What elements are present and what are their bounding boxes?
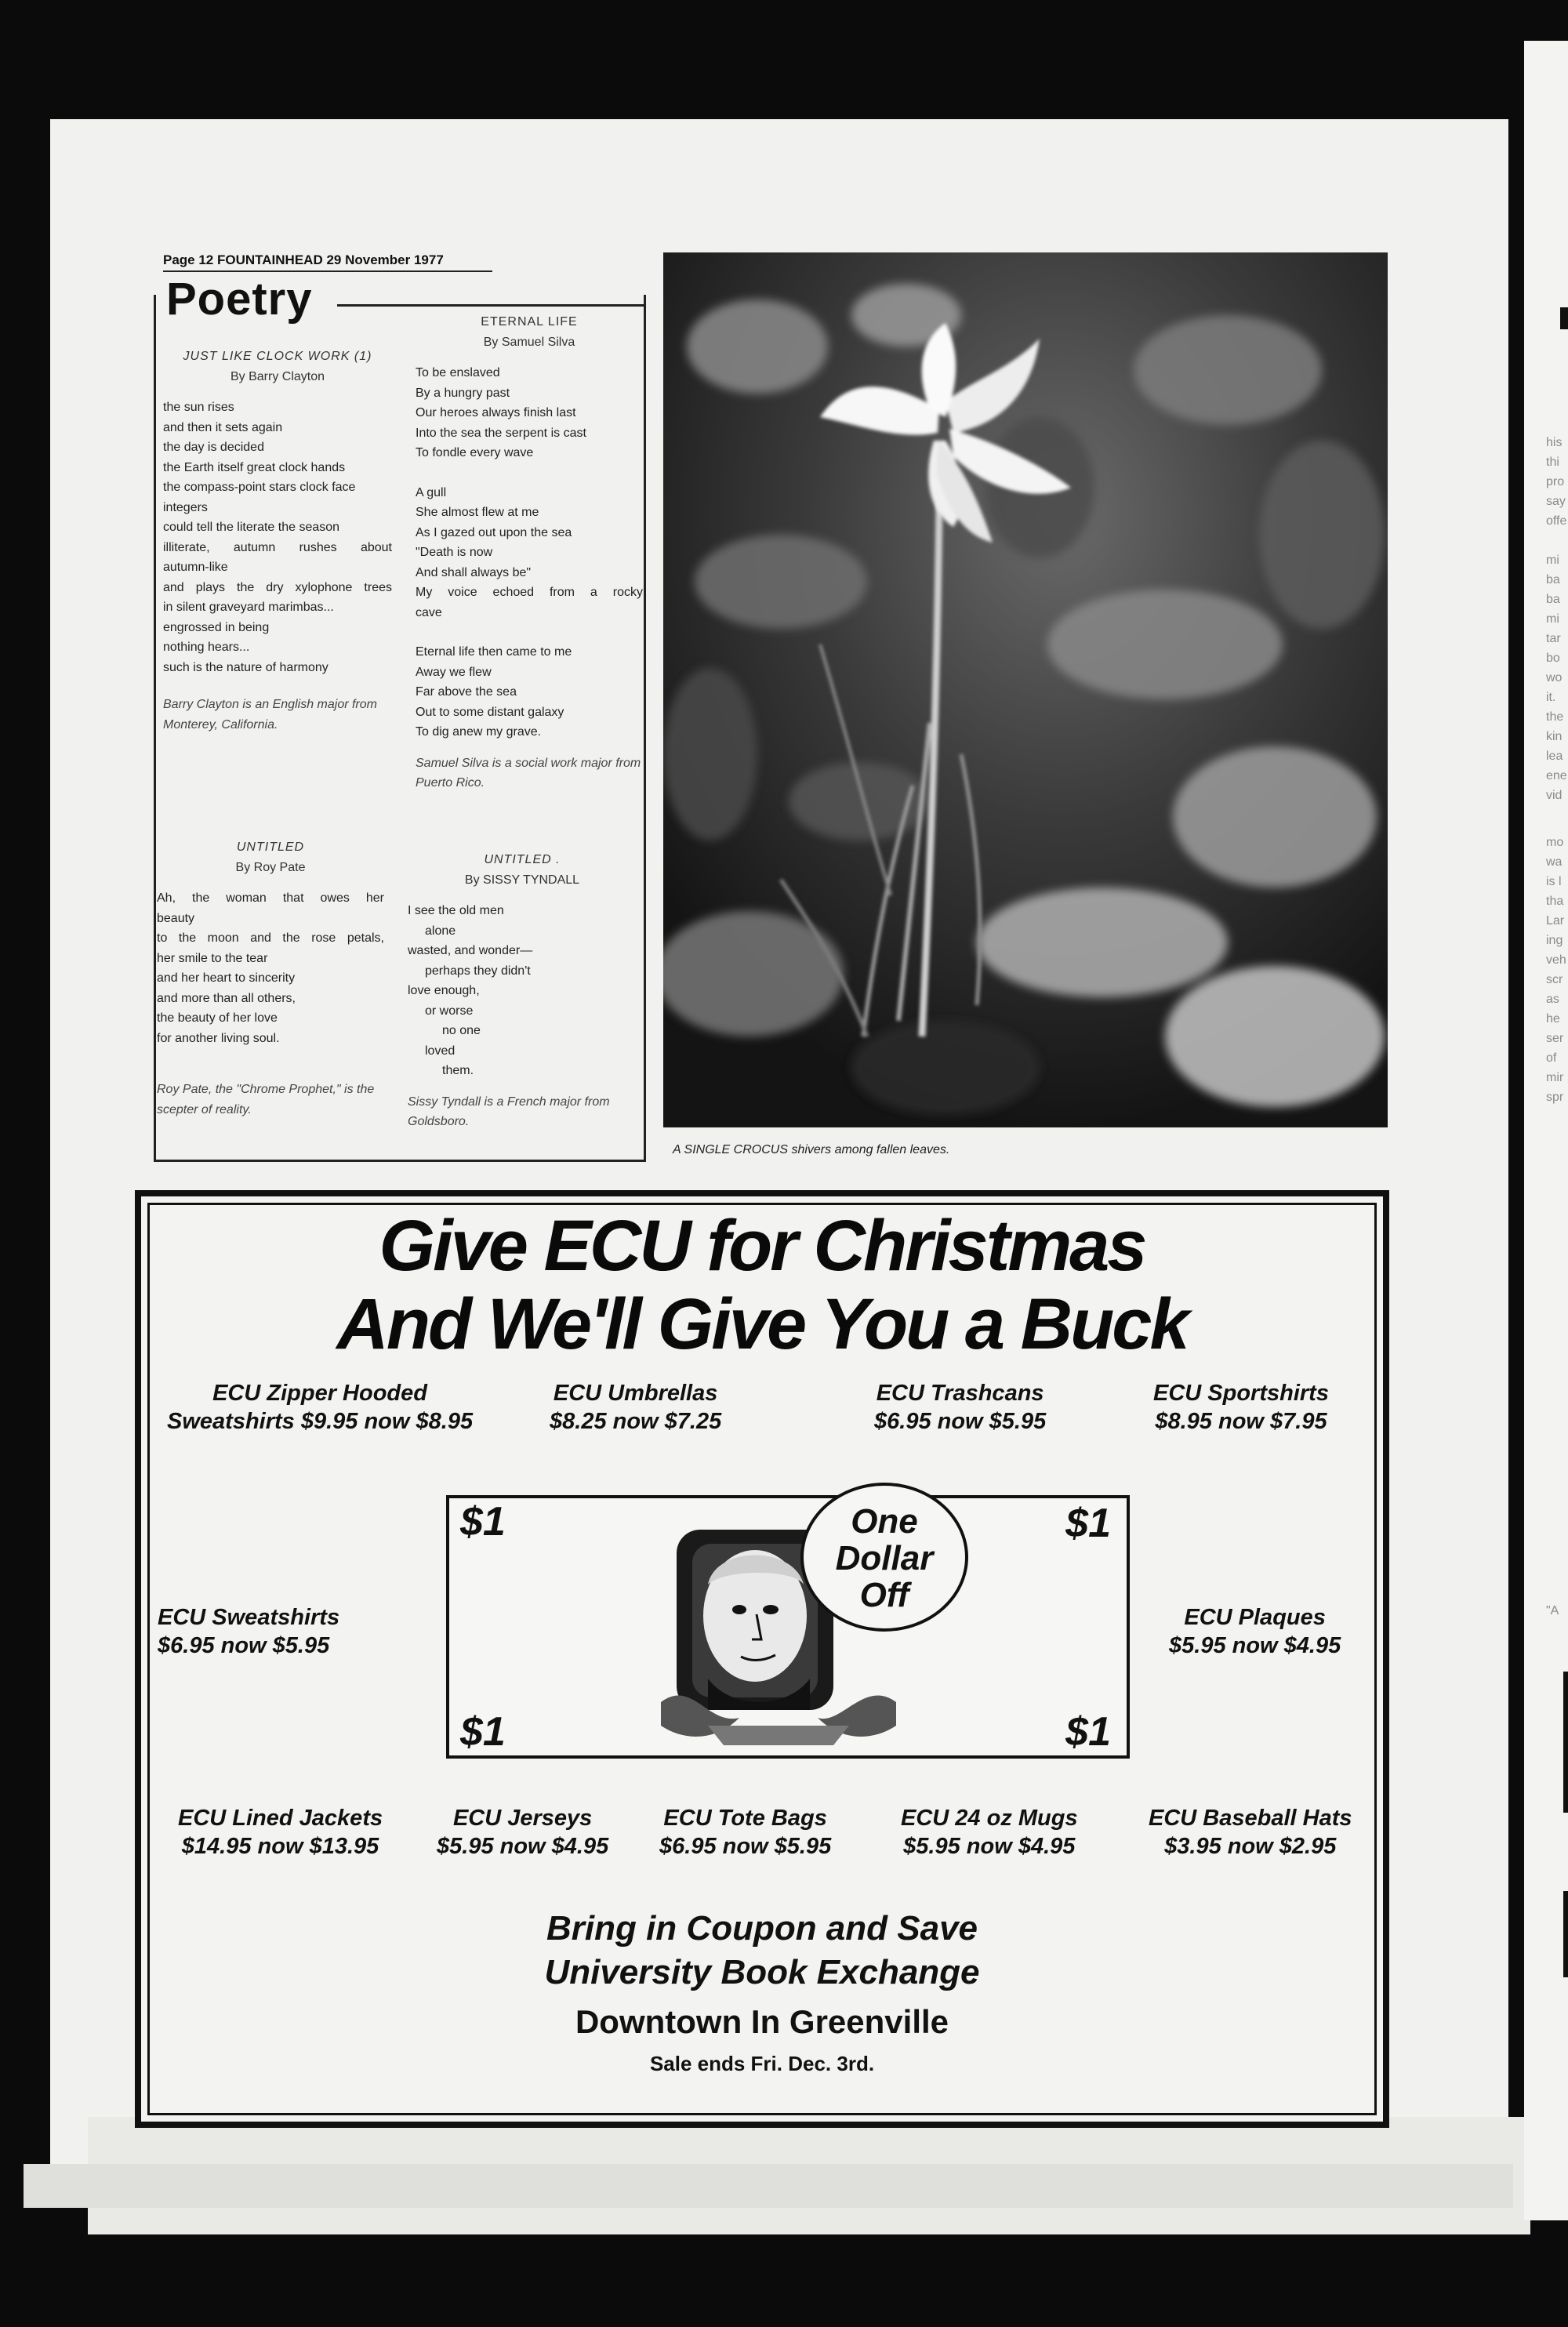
adjacent-page-word: Lar (1546, 914, 1565, 928)
poem-bio: Barry Clayton is an English major from Monterey, California. (163, 698, 377, 731)
ad-item-name: ECU Tote Bags (663, 1806, 827, 1831)
poem-line: perhaps they didn't (425, 964, 531, 978)
paper-name: FOUNTAINHEAD (217, 252, 323, 267)
poem-line: alone (425, 924, 456, 938)
poem-line: such is the nature of harmony (163, 660, 328, 674)
poem-lines (408, 901, 637, 1081)
adjacent-page-word: is l (1546, 875, 1562, 888)
ad-item-price: $6.95 now $5.95 (158, 1633, 330, 1658)
poem-line: and plays the dry xylophone trees (163, 580, 392, 594)
adjacent-page-word: tha (1546, 895, 1564, 908)
poem-line: loved (425, 1044, 456, 1058)
poem-line: And shall always be" (416, 565, 532, 579)
adjacent-page-word: say (1546, 495, 1566, 508)
poem-line: "Death is now (416, 546, 493, 559)
ad-item (1153, 1379, 1329, 1436)
poem-line: Eternal life then came to me (416, 645, 572, 659)
poem-stanza (416, 483, 643, 623)
poem-line: She almost flew at me (416, 506, 539, 519)
bill-denomination: $1 (1065, 1709, 1111, 1755)
adjacent-page-rule (1563, 1891, 1568, 1977)
ad-item-price: $3.95 now $2.95 (1164, 1834, 1337, 1859)
ad-item (178, 1804, 383, 1861)
adjacent-page-word: thi (1546, 456, 1559, 469)
ad-item (167, 1379, 473, 1436)
adjacent-page-word: "A (1546, 1604, 1559, 1617)
poem-bio: Samuel Silva is a social work major from Puerto Rico. (416, 756, 641, 790)
adjacent-page-word: lea (1546, 750, 1563, 763)
adjacent-page-word: as (1546, 993, 1559, 1006)
ad-item-price: $5.95 now $4.95 (1169, 1633, 1341, 1658)
poem-line: A gull (416, 485, 447, 499)
bubble-line: Off (859, 1576, 909, 1614)
ad-item (437, 1804, 608, 1861)
adjacent-page-word: ser (1546, 1032, 1564, 1045)
poem-title: UNTITLED . (484, 853, 561, 866)
adjacent-page-word: scr (1546, 973, 1563, 986)
ad-item-price: $6.95 now $5.95 (874, 1409, 1047, 1434)
poem-byline: By Barry Clayton (230, 369, 325, 383)
poem-title: JUST LIKE CLOCK WORK (1) (183, 350, 372, 363)
ad-item-name: ECU Zipper Hooded (212, 1381, 427, 1406)
poem-just-like-clock-work (163, 347, 392, 735)
poem-line: and more than all others, (157, 991, 296, 1005)
poem-line: To dig anew my grave. (416, 725, 542, 739)
ad-item (1169, 1603, 1341, 1660)
poem-bio: Sissy Tyndall is a French major from Goldsboro. (408, 1095, 610, 1128)
poem-stanza (416, 642, 643, 742)
adjacent-page-word: ba (1546, 593, 1560, 606)
ad-headline-2: And We'll Give You a Buck (336, 1284, 1188, 1364)
poem-line: or worse (425, 1004, 474, 1018)
poem-bio: Roy Pate, the "Chrome Prophet," is the scepter of reality. (157, 1083, 375, 1116)
poem-line: Far above the sea (416, 685, 517, 699)
adjacent-page-word: offe (1546, 514, 1567, 528)
ad-item-price: $5.95 now $4.95 (903, 1834, 1076, 1859)
adjacent-page-word: wa (1546, 855, 1563, 869)
ad-item (901, 1804, 1078, 1861)
issue-date: 29 November 1977 (326, 252, 444, 267)
poem-untitled-roy-pate (157, 837, 384, 1120)
ad-item-name: ECU Sportshirts (1153, 1381, 1329, 1406)
ad-item-price: $8.25 now $7.25 (550, 1409, 722, 1434)
ad-item-name: ECU 24 oz Mugs (901, 1806, 1078, 1831)
adjacent-page-fragment (1524, 41, 1568, 2220)
poem-lines (163, 398, 392, 677)
poem-line: cave (416, 605, 442, 619)
adjacent-page-word: he (1546, 1012, 1560, 1026)
ad-item-price: $5.95 now $4.95 (437, 1834, 609, 1859)
photo-caption: A SINGLE CROCUS shivers among fallen leaves. (673, 1143, 950, 1156)
poem-line: By a hungry past (416, 386, 510, 400)
poem-untitled-sissy-tyndall (408, 850, 637, 1132)
ad-item (158, 1603, 339, 1660)
poem-line: Away we flew (416, 665, 492, 679)
ad-item-name: ECU Sweatshirts (158, 1605, 340, 1630)
one-dollar-off-bubble (800, 1483, 968, 1632)
poem-line: To fondle every wave (416, 446, 534, 459)
page-header (163, 252, 492, 272)
bill-denomination: $1 (460, 1499, 506, 1545)
adjacent-page-word: mo (1546, 836, 1564, 849)
poem-eternal-life (416, 312, 643, 793)
adjacent-page-word: tar (1546, 632, 1561, 645)
adjacent-page-word: veh (1546, 953, 1566, 967)
ecu-christmas-ad (135, 1190, 1389, 2128)
ad-item-name: ECU Jerseys (452, 1806, 593, 1831)
ad-sale-end: Sale ends Fri. Dec. 3rd. (649, 2052, 875, 2075)
adjacent-page-word: ene (1546, 769, 1567, 782)
crocus-photo-image (663, 252, 1388, 1127)
ad-item-name: ECU Baseball Hats (1149, 1806, 1352, 1831)
poem-line: no one (442, 1024, 481, 1037)
adjacent-page-word: pro (1546, 475, 1565, 488)
adjacent-page-word: wo (1546, 671, 1563, 684)
adjacent-page-word: vid (1546, 789, 1563, 802)
bubble-line: One (851, 1502, 918, 1541)
poem-line: the beauty of her love (157, 1011, 278, 1025)
poem-line: beauty (157, 911, 195, 925)
adjacent-page-word: ing (1546, 934, 1563, 947)
ad-item-name: ECU Plaques (1184, 1605, 1326, 1630)
ad-item-name: ECU Trashcans (876, 1381, 1044, 1406)
poem-line: illiterate, autumn rushes about (163, 540, 392, 554)
section-title: Poetry (166, 273, 319, 325)
ad-item-price: $6.95 now $5.95 (659, 1834, 832, 1859)
poem-line: As I gazed out upon the sea (416, 525, 572, 539)
adjacent-page-word: of (1546, 1051, 1557, 1065)
poem-line: Out to some distant galaxy (416, 705, 564, 719)
ad-item-name: ECU Umbrellas (553, 1381, 718, 1406)
poem-line: could tell the literate the season (163, 521, 340, 534)
adjacent-page-word: the (1546, 710, 1564, 724)
poem-line: her smile to the tear (157, 951, 268, 965)
ad-store-name: University Book Exchange (544, 1953, 980, 1991)
dollar-bill-coupon (446, 1495, 1130, 1759)
poem-line: the day is decided (163, 441, 264, 454)
adjacent-page-word: mi (1546, 612, 1559, 626)
adjacent-page-word: spr (1546, 1091, 1564, 1104)
poem-line: autumn-like (163, 561, 228, 574)
bill-denomination: $1 (460, 1709, 506, 1755)
ad-item-price: $14.95 now $13.95 (181, 1834, 379, 1859)
ad-item-price: Sweatshirts $9.95 now $8.95 (167, 1409, 474, 1434)
poem-byline: By SISSY TYNDALL (464, 873, 580, 887)
adjacent-page-word: it. (1546, 691, 1556, 704)
poem-title: UNTITLED (236, 840, 305, 854)
poem-line: nothing hears... (163, 641, 250, 654)
adjacent-page-word: his (1546, 436, 1563, 449)
crocus-photo (663, 252, 1388, 1127)
adjacent-page-word: mi (1546, 554, 1559, 567)
ad-item (1149, 1804, 1352, 1861)
ad-location: Downtown In Greenville (575, 2003, 949, 2040)
poem-line: To be enslaved (416, 366, 500, 379)
ad-item (550, 1379, 721, 1436)
ad-headline-1: Give ECU for Christmas (379, 1206, 1145, 1286)
poem-byline: By Roy Pate (235, 860, 306, 874)
adjacent-page-rule (1563, 1672, 1568, 1813)
poem-line: engrossed in being (163, 620, 270, 634)
poem-line: Into the sea the serpent is cast (416, 426, 586, 440)
poem-line: love enough, (408, 984, 480, 997)
bill-denomination: $1 (1065, 1501, 1111, 1546)
poem-line: for another living soul. (157, 1031, 280, 1045)
poem-line: My voice echoed from a rocky (416, 586, 643, 599)
ad-item (874, 1379, 1046, 1436)
poem-line: them. (442, 1064, 474, 1077)
ad-inner-border (147, 1203, 1377, 2115)
page-edge-lower (24, 2164, 1513, 2208)
poem-line: and then it sets again (163, 420, 283, 434)
ad-item-price: $8.95 now $7.95 (1155, 1409, 1327, 1434)
poem-line: the Earth itself great clock hands (163, 460, 346, 474)
page-number: Page 12 (163, 252, 214, 267)
poem-stanza (416, 363, 643, 463)
adjacent-page-mark (1560, 307, 1568, 329)
poem-line: I see the old men (408, 904, 504, 917)
poem-line: in silent graveyard marimbas... (163, 601, 334, 614)
poem-lines (157, 888, 384, 1048)
ad-item-name: ECU Lined Jackets (178, 1806, 383, 1831)
bubble-line: Dollar (835, 1539, 934, 1577)
ad-item (659, 1804, 831, 1861)
poem-line: Ah, the woman that owes her (157, 891, 384, 905)
poem-title: ETERNAL LIFE (481, 315, 578, 329)
poem-line: Our heroes always finish last (416, 406, 576, 419)
poem-byline: By Samuel Silva (483, 335, 575, 349)
adjacent-page-word: mir (1546, 1071, 1564, 1084)
poem-line: the sun rises (163, 401, 234, 414)
poetry-box-top-rule (337, 304, 646, 307)
poem-line: integers (163, 500, 208, 514)
poem-line: and her heart to sincerity (157, 971, 296, 985)
adjacent-page-word: ba (1546, 573, 1560, 586)
poem-line: wasted, and wonder— (408, 944, 533, 957)
adjacent-page-word: bo (1546, 652, 1560, 665)
poem-line: to the moon and the rose petals, (157, 931, 384, 945)
adjacent-page-word: kin (1546, 730, 1563, 743)
poem-line: the compass-point stars clock face (163, 481, 356, 494)
ad-coupon-line: Bring in Coupon and Save (546, 1909, 978, 1948)
